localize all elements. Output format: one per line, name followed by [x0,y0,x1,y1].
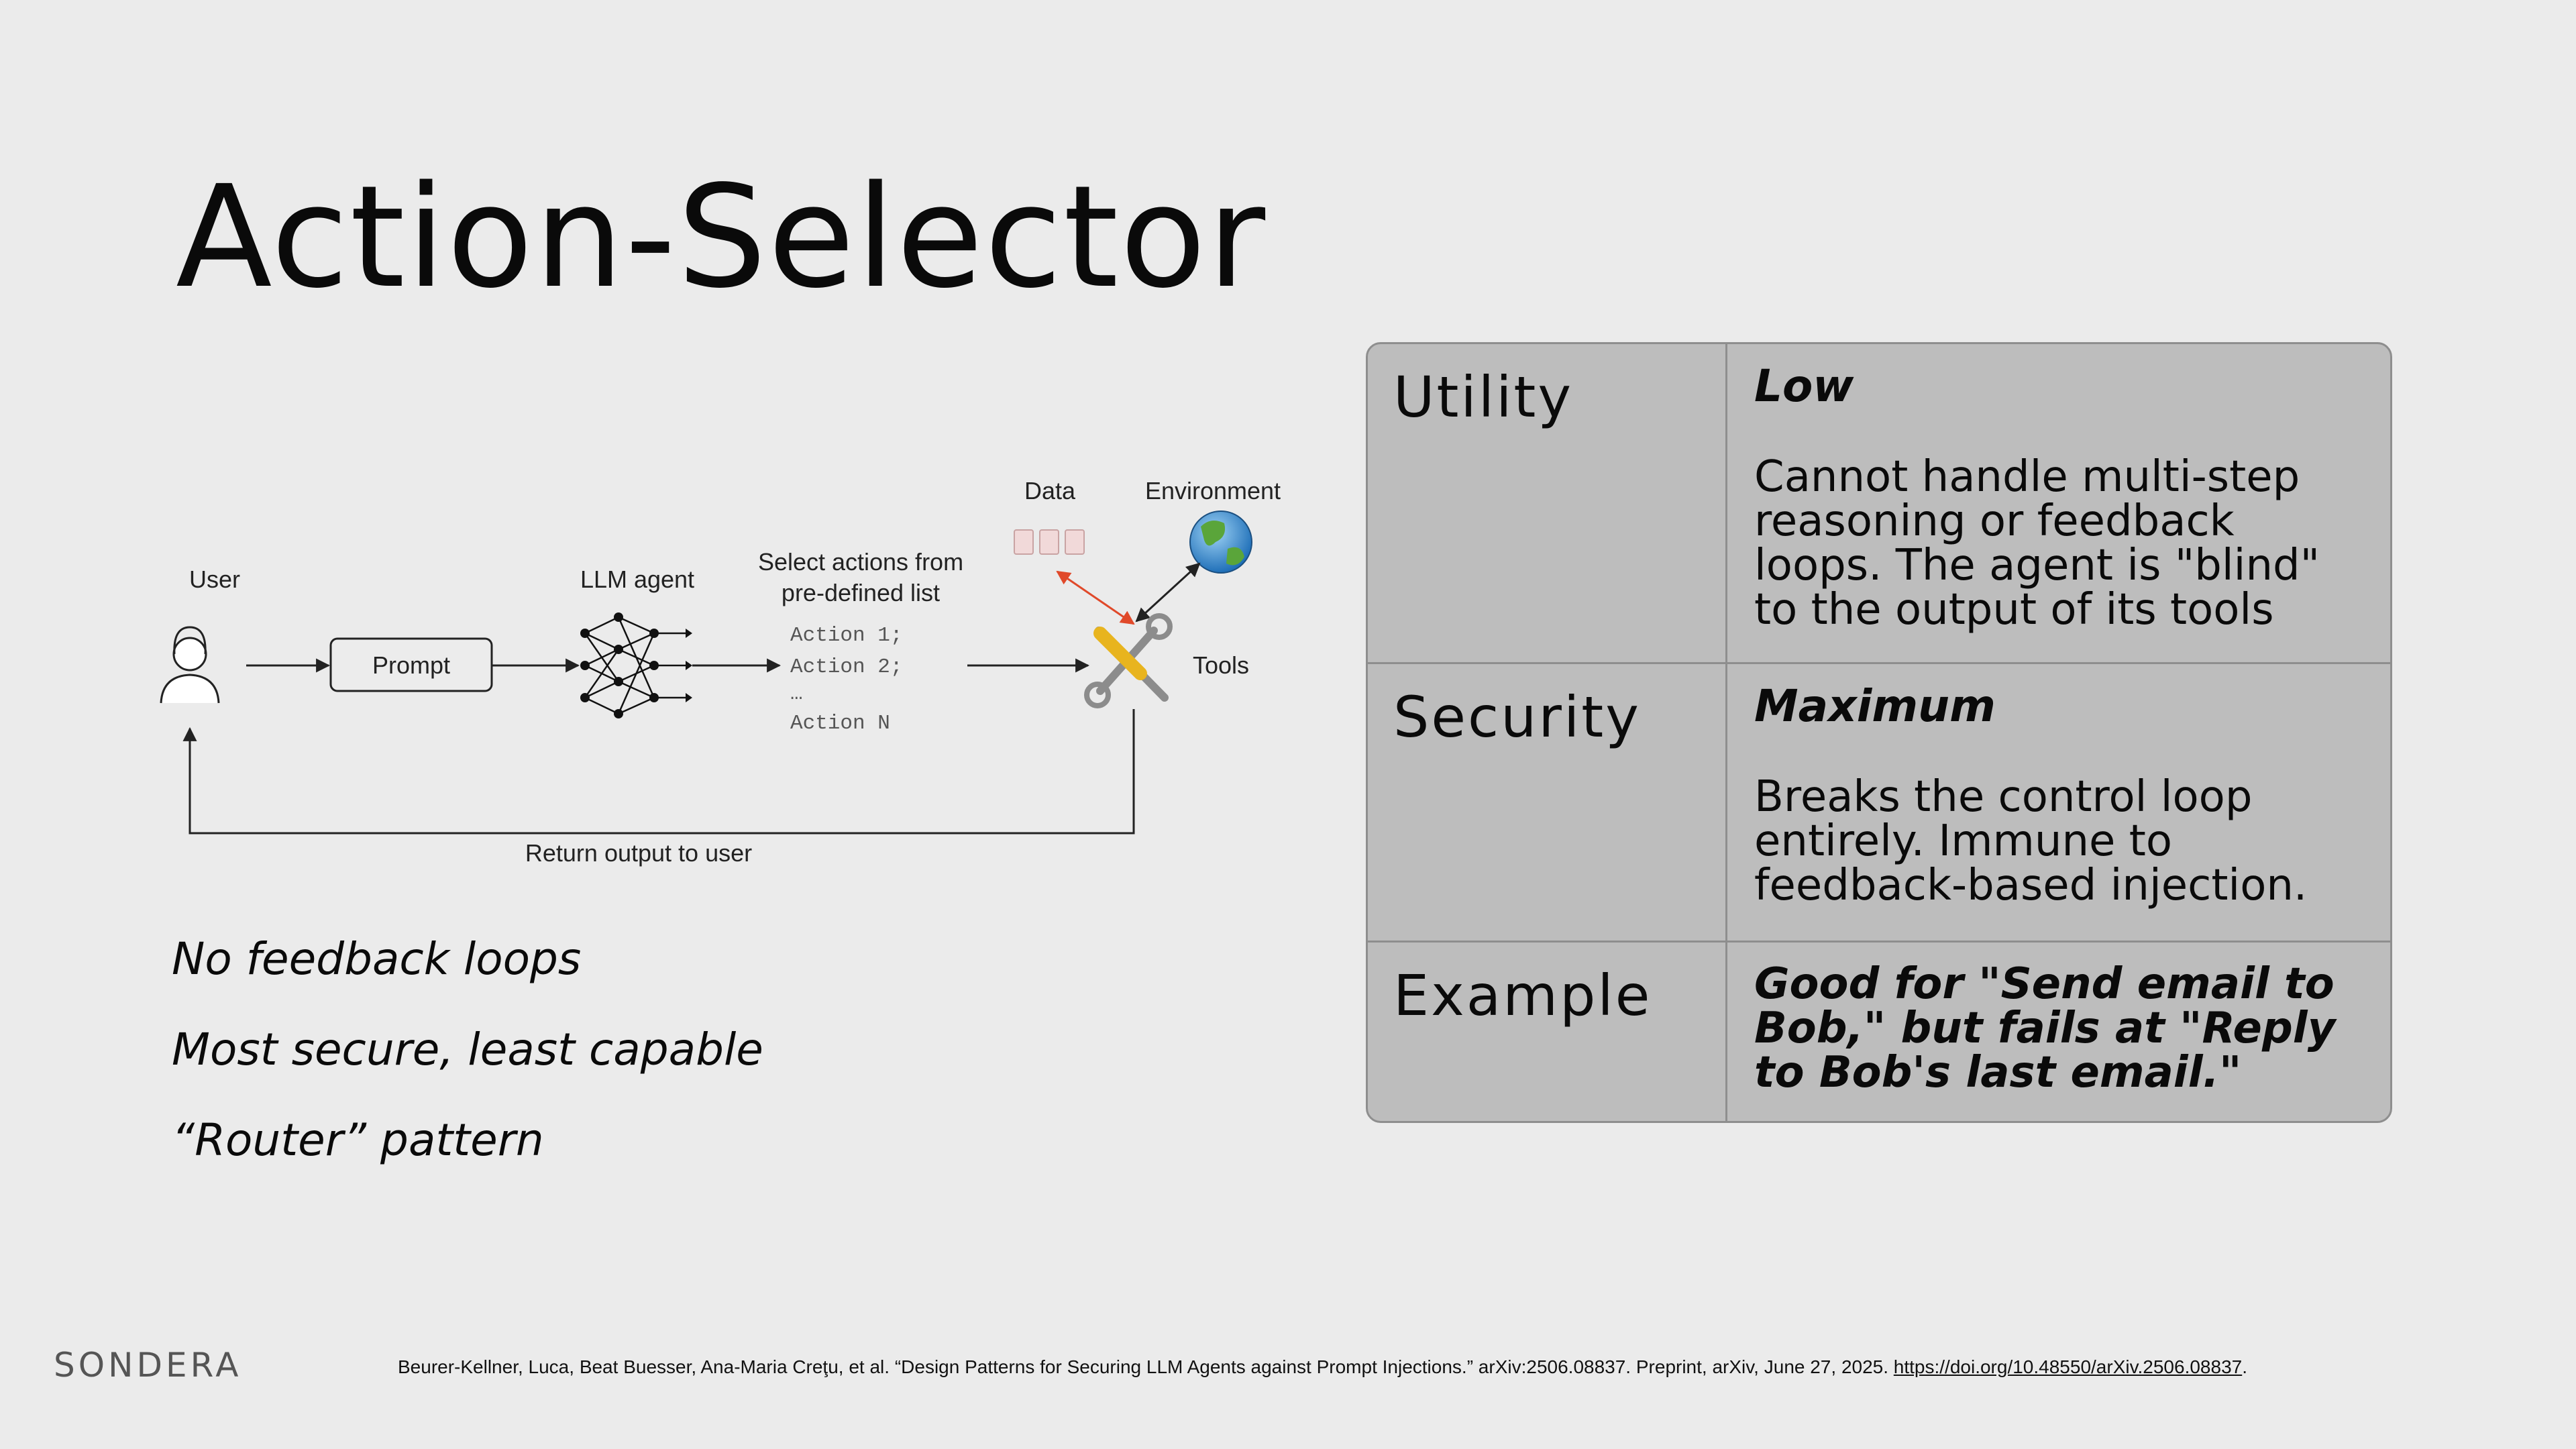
row-value: Good for "Send email to Bob," but fails at "Reply to Bob's last email." [1754,959,2336,1097]
tools-icon [1087,616,1170,706]
row-value: Maximum [1754,680,1996,732]
row-header: Security [1368,664,1727,941]
bullet-list [172,932,763,1205]
data-label: Data [1024,477,1076,504]
table-row-example [1368,943,2390,1123]
action-selector-diagram [134,463,1315,892]
return-output-label: Return output to user [525,839,753,867]
environment-label: Environment [1144,477,1281,504]
action-1-item: Action 1; [790,624,903,647]
prompt-label: Prompt [372,651,451,679]
documents-icon [1014,530,1084,554]
citation-period: . [2242,1356,2247,1377]
table-row-security [1368,664,2390,941]
neural-network-icon [580,612,692,718]
table-row-utility [1368,344,2390,662]
action-2-item: Action 2; [790,655,903,679]
doi-link[interactable]: https://doi.org/10.48550/arXiv.2506.08837 [1893,1356,2243,1377]
bullet-item: Most secure, least capable [172,1024,763,1076]
row-content [1727,943,2390,1123]
llm-agent-label: LLM agent [580,566,695,593]
select-actions-label-line2: pre-defined list [781,579,941,606]
row-header: Utility [1368,344,1727,662]
diagram-svg [134,463,1315,892]
bullet-item: No feedback loops [172,933,582,985]
action-n-item: Action N [790,712,890,735]
sondera-logo: SONDERA [54,1346,242,1385]
action-ellipsis: … [790,682,803,706]
citation [398,1356,2247,1378]
bullet-item: “Router” pattern [172,1114,544,1167]
user-label: User [189,566,241,593]
properties-table [1366,342,2392,1123]
slide-title: Action-Selector [176,155,1267,319]
row-content [1727,344,2390,662]
row-description: Breaks the control loop entirely. Immune to feedback-based injection. [1754,772,2308,910]
row-value: Low [1754,360,1854,412]
row-header: Example [1368,943,1727,1123]
select-actions-label-line1: Select actions from [757,548,964,576]
tools-label: Tools [1193,651,1250,679]
row-description: Cannot handle multi-step reasoning or feedback loops. The agent is "blind" to the output of its tools [1754,452,2320,635]
user-icon [161,627,219,703]
citation-text: Beurer-Kellner, Luca, Beat Buesser, Ana-Maria Creţu, et al. “Design Patterns for Securing LLM Agents against Prompt Injections.” arXiv:2506.08837. Preprint, arXiv, June 27, 2025. [398,1356,1889,1377]
row-content [1727,664,2390,941]
